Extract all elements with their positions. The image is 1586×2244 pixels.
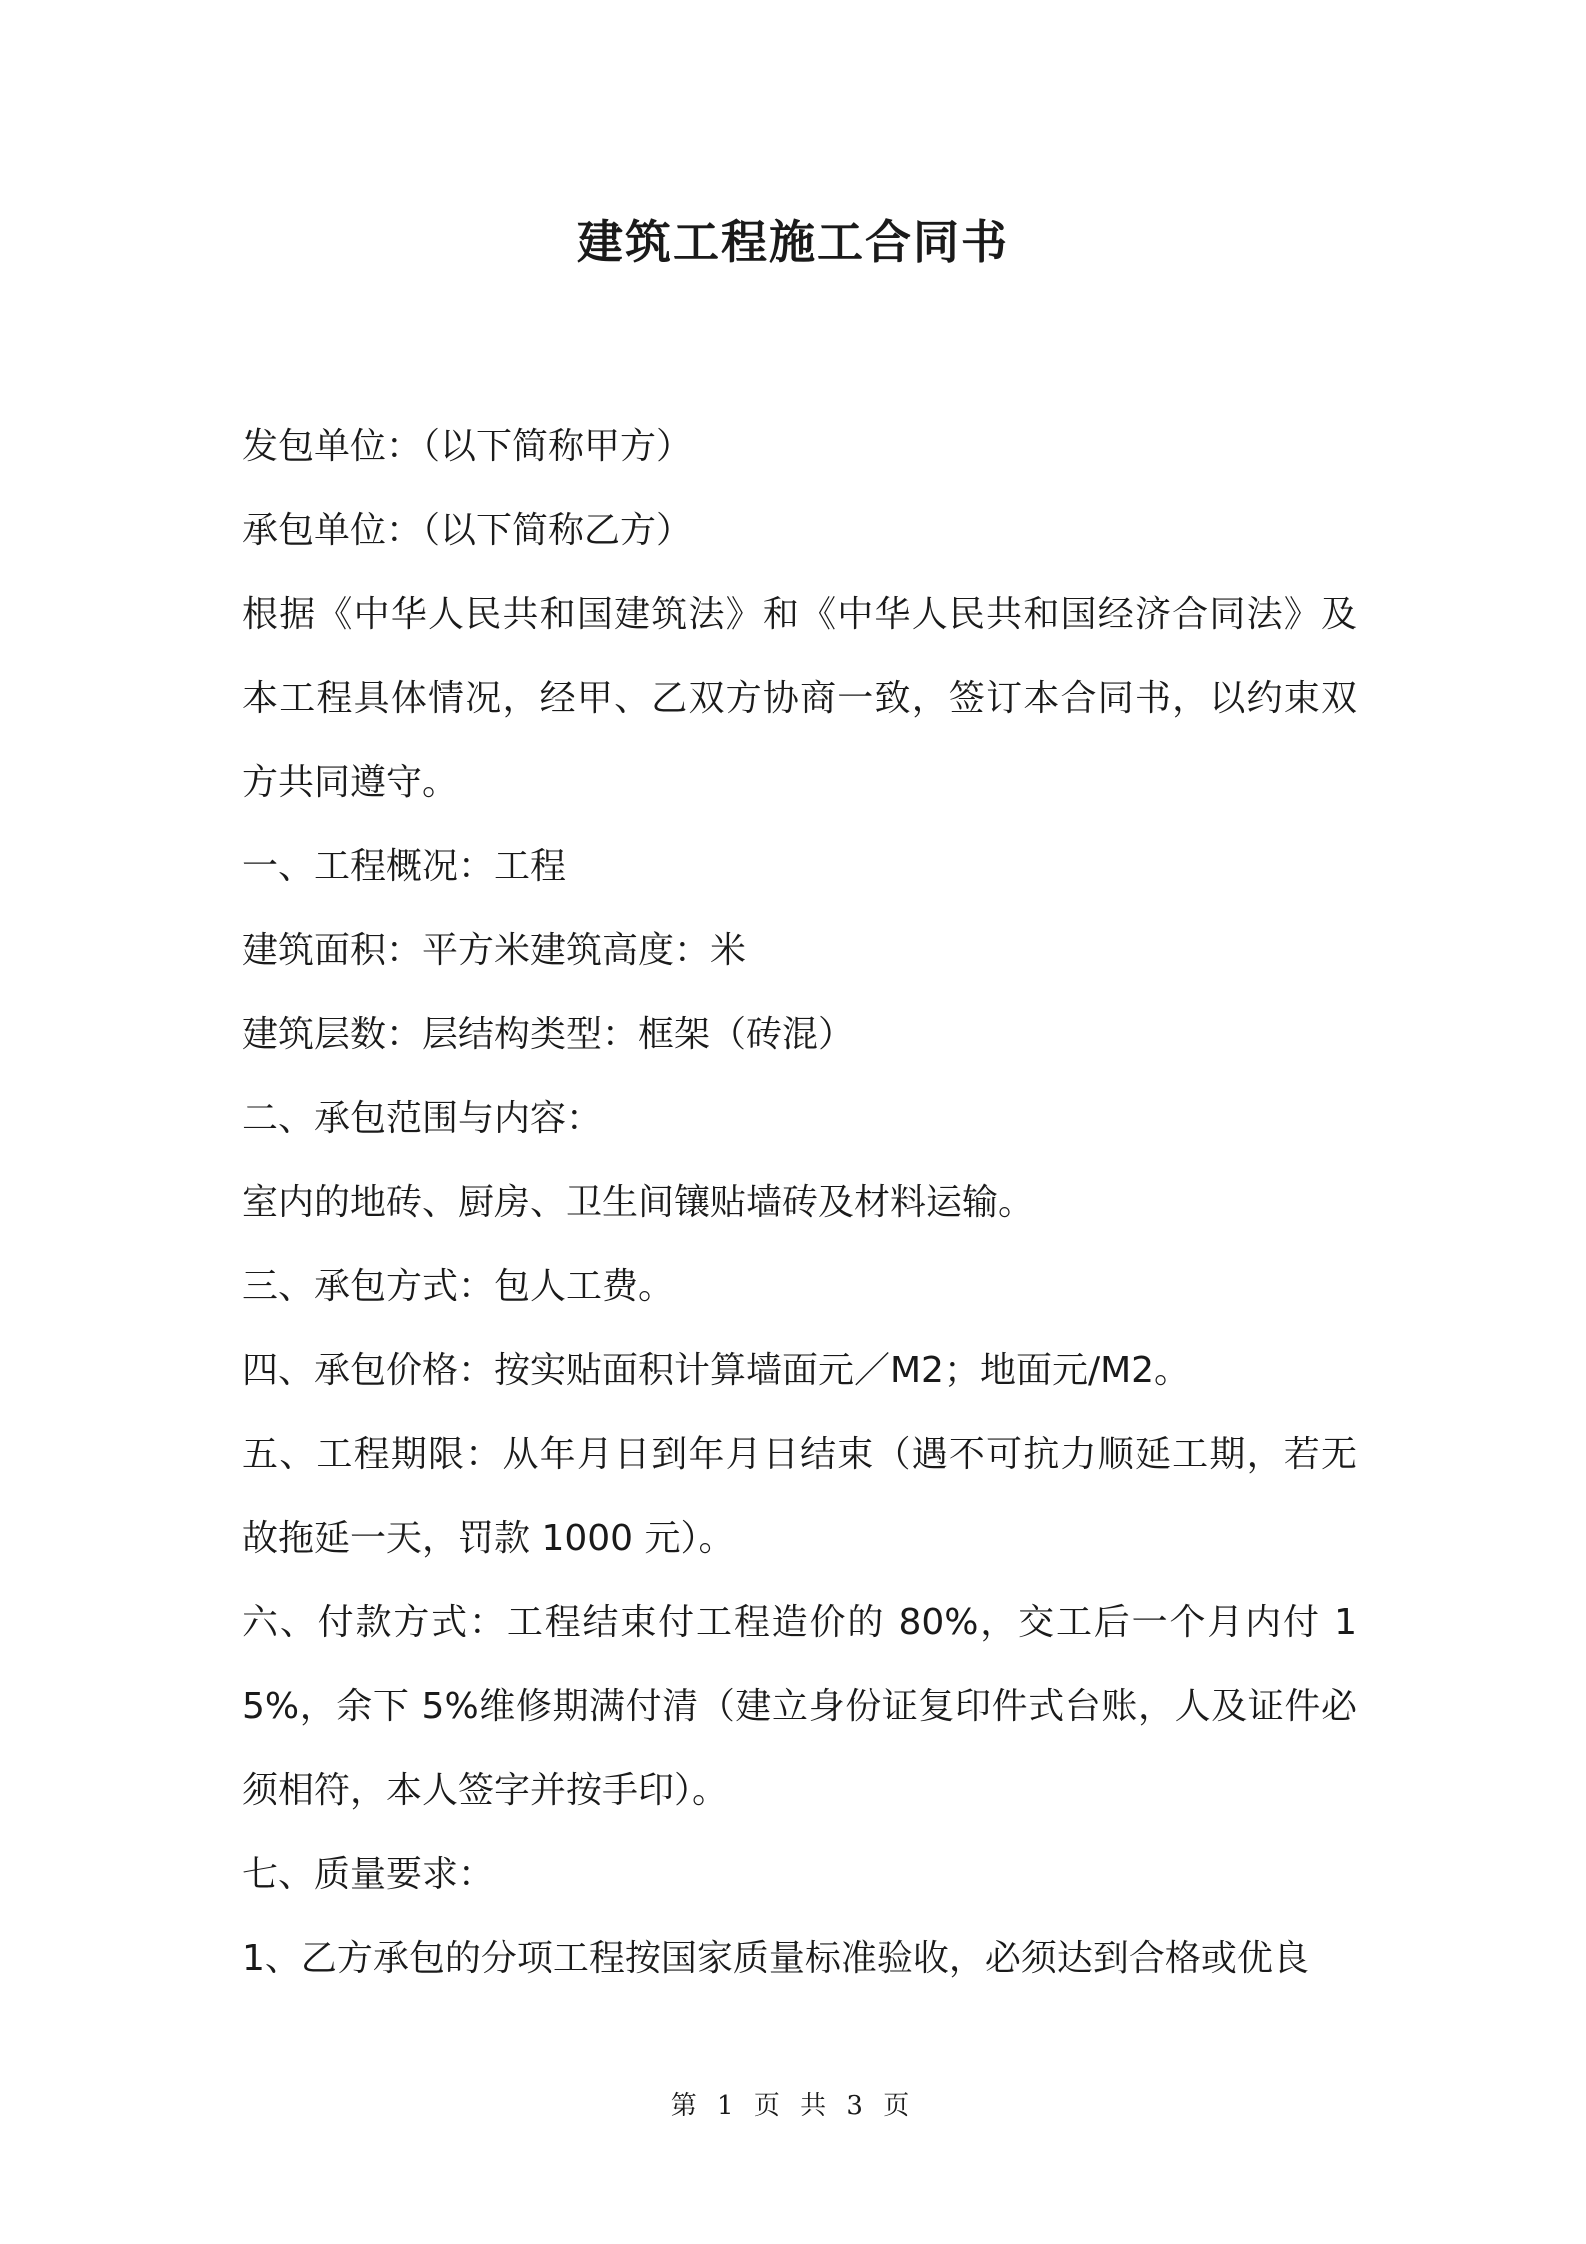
paragraph-contractor: 承包单位：（以下简称乙方）	[242, 510, 693, 551]
paragraph-building-floors: 建筑层数：层结构类型：框架（砖混）	[242, 1014, 855, 1055]
paragraph-employer: 发包单位：（以下简称甲方）	[242, 426, 693, 467]
paragraph-section-5: 五、工程期限：从年月日到年月日结束（遇不可抗力顺延工期，若无故拖延一天，罚款 1000 元）。	[242, 1434, 1357, 1559]
paragraph-building-area: 建筑面积：平方米建筑高度：米	[242, 930, 747, 971]
paragraph-section-6: 六、付款方式：工程结束付工程造价的 80%，交工后一个月内付 15%，余下 5%维修期满付清（建立身份证复印件式台账，人及证件必须相符，本人签字并按手印）。	[242, 1602, 1357, 1811]
page-number-footer: 第 1 页 共 3 页	[670, 2091, 916, 2121]
paragraph-section-3: 三、承包方式：包人工费。	[242, 1266, 675, 1307]
paragraph-preamble: 根据《中华人民共和国建筑法》和《中华人民共和国经济合同法》及本工程具体情况，经甲、乙双方协商一致，签订本合同书，以约束双方共同遵守。	[242, 594, 1357, 803]
paragraph-quality-1: 1、乙方承包的分项工程按国家质量标准验收，必须达到合格或优良	[242, 1938, 1309, 1979]
document-title: 建筑工程施工合同书	[577, 215, 1009, 269]
paragraph-section-7: 七、质量要求：	[242, 1854, 495, 1895]
document-body	[242, 405, 1357, 2001]
paragraph-scope: 室内的地砖、厨房、卫生间镶贴墙砖及材料运输。	[242, 1182, 1035, 1223]
paragraph-section-4: 四、承包价格：按实贴面积计算墙面元／M2；地面元/M2。	[242, 1350, 1191, 1391]
paragraph-section-2: 二、承包范围与内容：	[242, 1098, 603, 1139]
paragraph-section-1: 一、工程概况：工程	[242, 846, 567, 887]
